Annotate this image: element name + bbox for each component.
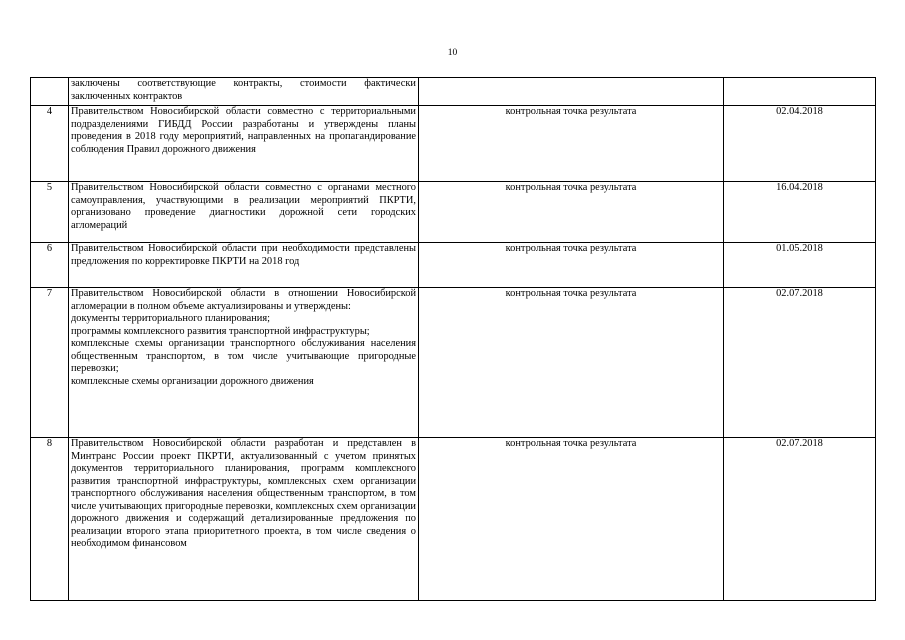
row-date-cell: 02.04.2018 <box>724 106 876 182</box>
row-description-cell: заключены соответствующие контракты, стоимости фактически заключенных контрактов <box>69 78 419 106</box>
row-type-cell: контрольная точка результата <box>419 243 724 288</box>
row-description-cell: Правительством Новосибирской области совместно с органами местного самоуправления, участвующими в реализации мероприятий ПКРТИ, организовано проведение диагностики дорожной сети городских агломераций <box>69 182 419 243</box>
page-number: 10 <box>447 48 458 58</box>
row-type-cell: контрольная точка результата <box>419 438 724 601</box>
description-line: комплексные схемы организации транспортного обслуживания населения общественным транспортом, в том числе учитывающие пригородные перевозки; <box>71 338 416 374</box>
row-number-cell <box>31 78 69 106</box>
table-row <box>31 182 876 243</box>
table-row <box>31 78 876 106</box>
description-line: комплексные схемы организации дорожного движения <box>71 375 314 387</box>
description-line: документы территориального планирования; <box>71 313 270 324</box>
row-description-cell: Правительством Новосибирской области разработан и представлен в Минтранс России проект ПКРТИ, актуализованный с учетом принятых документов территориального планирования, программ комплексного развития транспортной инфраструктуры, комплексных схем организации транспортного обслуживания населения общественным транспортом, в том числе учитывающих пригородные перевозки, комплексных схем организации дорожного движения и содержащий детализированные предложения по реализации второго этапа приоритетного проекта, в том числе сведения о необходимом финансовом <box>69 438 419 601</box>
row-number-cell: 5 <box>31 182 69 243</box>
table-row <box>31 438 876 601</box>
table-row <box>31 243 876 288</box>
description-line: Правительством Новосибирской области в отношении Новосибирской агломерации в полном объеме актуализированы и утверждены: <box>71 288 416 312</box>
row-number-cell: 7 <box>31 288 69 438</box>
row-type-cell: контрольная точка результата <box>419 288 724 438</box>
row-description-cell: Правительством Новосибирской области совместно с территориальными подразделениями ГИБДД России разработаны и утверждены планы проведения в 2018 году мероприятий, направленных на пропагандирование соблюдения Правил дорожного движения <box>69 106 419 182</box>
row-date-cell: 16.04.2018 <box>724 182 876 243</box>
row-description-cell: Правительством Новосибирской области при необходимости представлены предложения по корректировке ПКРТИ на 2018 год <box>69 243 419 288</box>
row-date-cell: 01.05.2018 <box>724 243 876 288</box>
row-number-cell: 4 <box>31 106 69 182</box>
row-date-cell <box>724 78 876 106</box>
row-type-cell: контрольная точка результата <box>419 106 724 182</box>
table-row <box>31 106 876 182</box>
row-description-cell <box>69 288 419 438</box>
row-type-cell: контрольная точка результата <box>419 182 724 243</box>
row-type-cell <box>419 78 724 106</box>
control-points-table <box>30 77 876 601</box>
row-date-cell: 02.07.2018 <box>724 288 876 438</box>
row-number-cell: 6 <box>31 243 69 288</box>
table-row <box>31 288 876 438</box>
description-line: программы комплексного развития транспортной инфраструктуры; <box>71 325 370 337</box>
row-date-cell: 02.07.2018 <box>724 438 876 601</box>
row-number-cell: 8 <box>31 438 69 601</box>
